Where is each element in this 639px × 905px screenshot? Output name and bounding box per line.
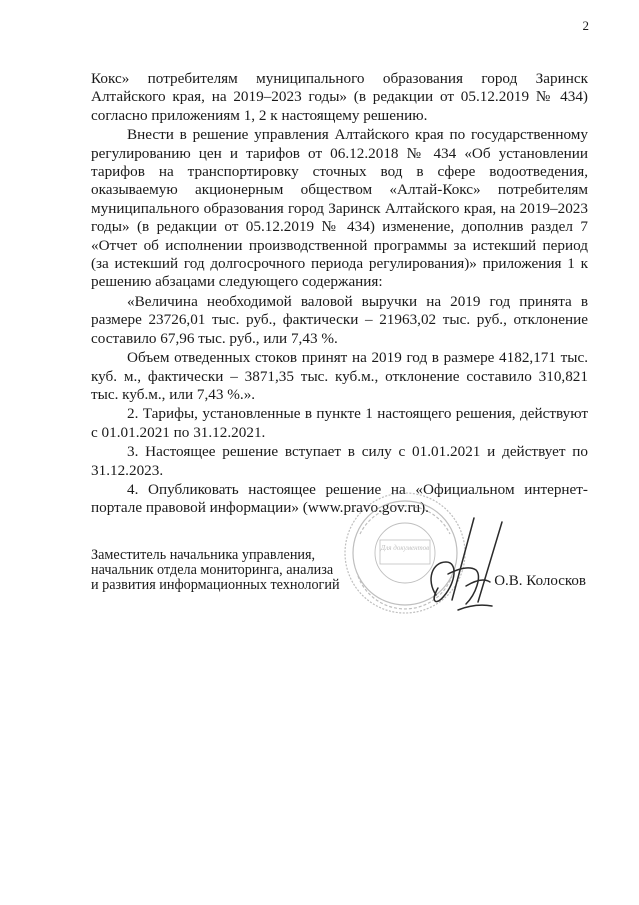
position-line: и развития информационных технологий [91,576,340,593]
document-body [91,70,588,518]
paragraph-revenue: «Величина необходимой валовой выручки на 2019 год принята в размере 23726,01 тыс. руб., фактически – 21963,02 тыс. руб., отклонение составило 67,96 тыс. руб., или 7,43 %. [91,292,588,347]
position-line: Заместитель начальника управления, [91,547,316,563]
paragraph-item-2: 2. Тарифы, установленные в пункте 1 настоящего решения, действуют с 01.01.2021 по 31.12.2021. [91,405,588,441]
signature-block [91,548,588,592]
paragraph-amendment: Внести в решение управления Алтайского края по государственному регулированию цен и тарифов от 06.12.2018 № 434 «Об установлении тарифов на транспортировку сточных вод в сфере водоотведения, оказываемую акционерным обществом «Алтай-Кокс» потребителям муниципального образования город Заринск Алтайского края, на 2019–2023 годы» (в редакции от 05.12.2019 № 434) изменение, дополнив раздел 7 «Отчет об исполнении производственной программы за истекший период (за истекший год долгосрочного периода регулирования)» приложения 1 к решению абзацами следующего содержания: [91,126,588,291]
paragraph-item-3: 3. Настоящее решение вступает в силу с 01.01.2021 и действует по 31.12.2023. [91,443,588,479]
signatory-name: О.В. Колосков [494,573,586,589]
stamp-text: Для документов [380,544,430,552]
position-line: начальник отдела мониторинга, анализа [91,561,334,578]
paragraph-item-4: 4. Опубликовать настоящее решение на «Официальном интернет-портале правовой информации» (www.pravo.gov.ru). [91,480,588,517]
paragraph-continuation: Кокс» потребителям муниципального образования город Заринск Алтайского края, на 2019–2023 годы» (в редакции от 05.12.2019 № 434) согласно приложениям 1, 2 к настоящему решению. [91,70,588,124]
page-number: 2 [582,18,589,33]
paragraph-volume: Объем отведенных стоков принят на 2019 год в размере 4182,171 тыс. куб. м., фактически – 3871,35 тыс. куб.м., отклонение составило 310,821 тыс. куб.м., или 7,43 %.». [91,349,588,403]
